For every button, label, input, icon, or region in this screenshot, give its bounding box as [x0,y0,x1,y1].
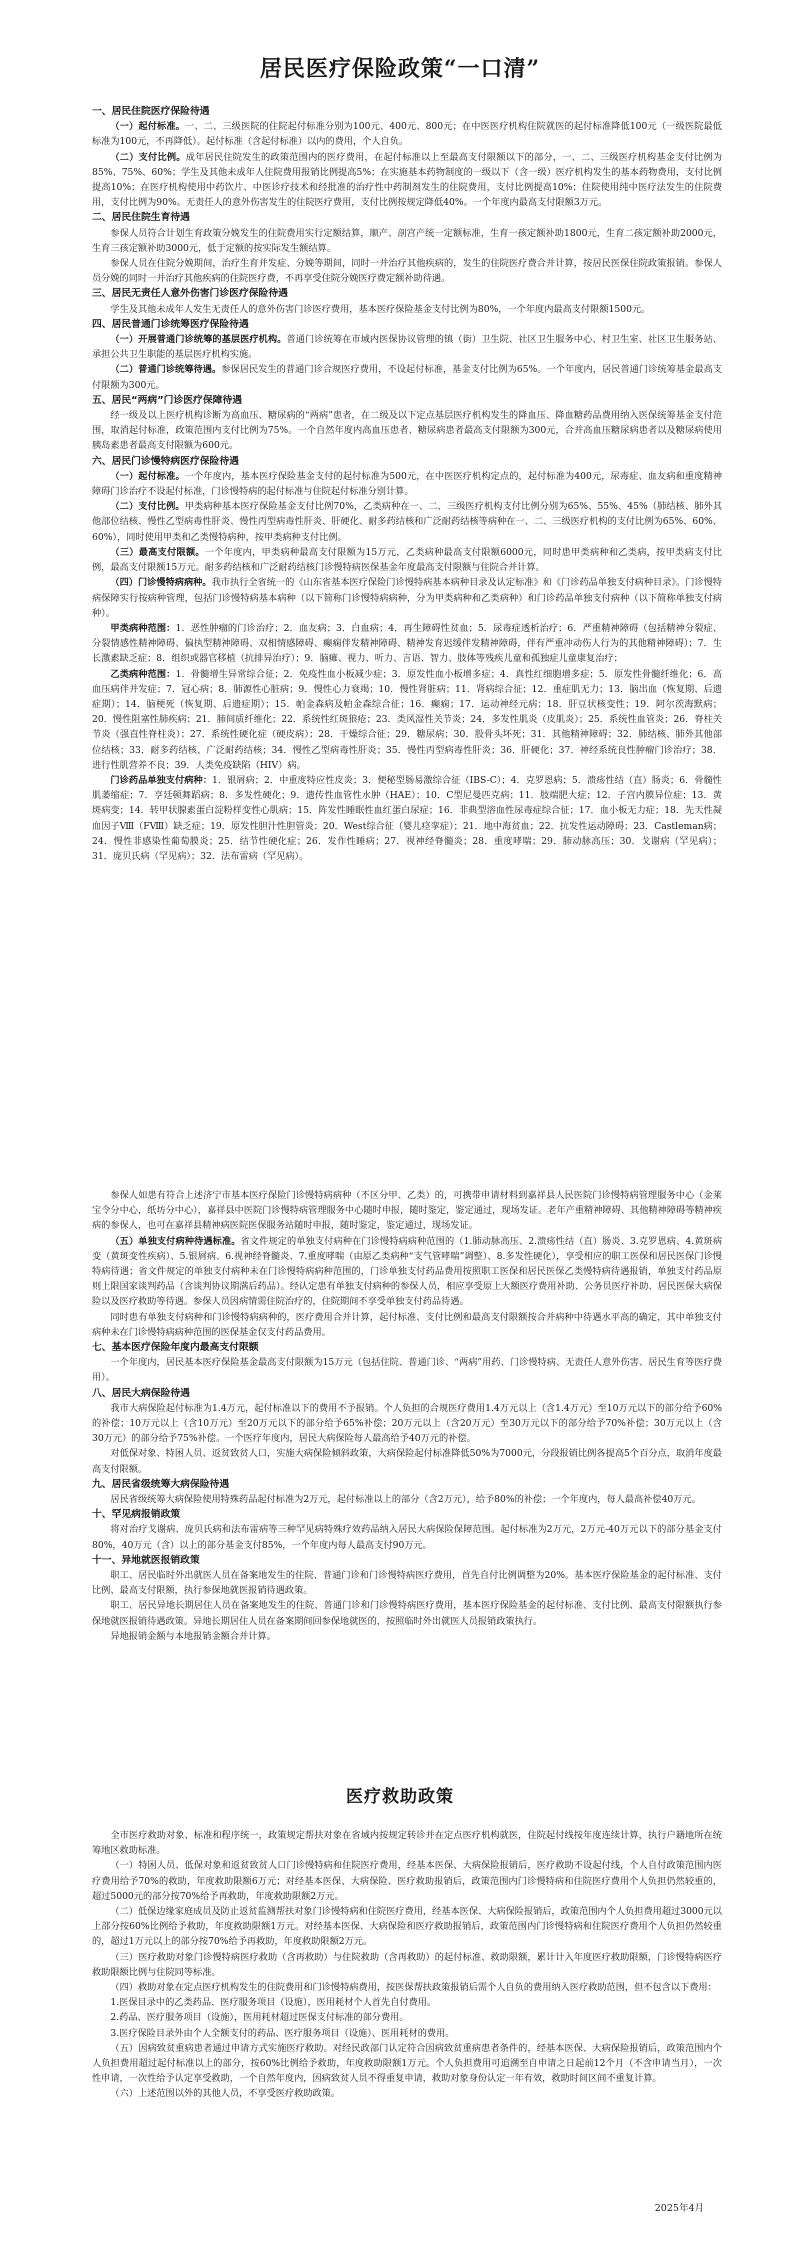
paragraph [92,1980,722,1995]
paragraph [92,545,722,575]
section-heading: 二、居民住院生育待遇 [92,212,190,224]
paragraph-text: 省文件规定的单独支付病种在门诊慢特病病种范围的（1.肺动脉高压、2.溃疡性结（直）肠炎、3.克罗恩病、4.黄斑病变（黄斑变性疾病）、5.银屑病、6.视神经脊髓炎、7.重度哮喘（由原乙类病种“支气管哮喘”调整）、8.多发性硬化），享受相应的职工医保和居民医保门诊慢特病待遇；省文件规定的单独支付病种未在门诊慢特病病种范围的，门诊单独支付药品费用按照职工医保和居民医保乙类慢特病待遇报销，单独支付药品原则上限国家谈判药品（含谈判协议期满后药品）。经认定患有单独支付病种的参保人员，相应享受原上大额医疗费用补助、公务员医疗补助、居民医保大病保险以及医疗救助等待遇。参保人员因病情需住院治疗的，住院期间不享受单独支付药品待遇。 [92,1235,723,1308]
paragraph-label: 甲类病种范围： [110,622,176,634]
section-heading: 八、居民大病保险待遇 [92,1387,190,1399]
medical-assistance-section [92,1828,722,2102]
paragraph-text: 学生及其他未成年人发生无责任人的意外伤害门诊医疗费用，基本医疗保险基金支付比例为80%，一个年度内最高支付限额1500元。 [110,303,651,315]
paragraph [92,1446,722,1476]
paragraph-text: （四）救助对象在定点医疗机构发生的住院费用和门诊慢特病费用，按医保帮扶政策报销后需个人自负的费用纳入医疗救助范围，但不包含以下费用： [110,1982,717,1994]
paragraph [92,226,722,256]
document-title: 居民医疗保险政策“一口清” [259,56,541,82]
paragraph-text: （二）低保边缘家庭成员及防止返贫监测帮扶对象门诊慢特病和住院医疗费用，经基本医保、大病保险报销后，政策范围内个人负担费用超过3000元以上部分按60%比例给予救助，年度救助限额1万元。对经基本医保、大病保险和医疗救助报销后，政策范围内门诊慢特病和住院医疗费用个人负担仍然较重的，超过1万元以上的部分按70%给予再救助，年度救助限额2万元。 [92,1906,722,1948]
paragraph-text: 1．银屑病；2．中重度特应性皮炎；3．便秘型肠易激综合征（IBS-C）；4．克罗恩病；5．溃疡性结（直）肠炎；6．骨髓性肌萎缩症；7．亨廷顿舞蹈病；8．多发性硬化；9．遗传性血管性水肿（HAE）；10．C型尼曼匹克病；11．肢端肥大症；12．子宫内膜异位症；13．黄斑病变；14．转甲状腺素蛋白淀粉样变性心肌病；15．阵发性睡眠性血红蛋白尿症；16．非典型溶血性尿毒症综合征；17．血小板无力症；18．先天性凝血因子Ⅷ（FⅧ）缺乏症；19．原发性胆汁性胆管炎；20．West综合征（婴儿痉挛症）；21．地中海贫血；22．抗发性运动障碍；23．Castleman病；24．慢性非感染性葡萄膜炎；25．结节性硬化症；26．发作性睡病；27．视神经脊髓炎；28．重度哮喘；29．肺动脉高压；30．戈谢病（罕见病）；31．庞贝氏病（罕见病）；32．法布雷病（罕见病）。 [92,774,722,862]
paragraph-text: （六）上述范围以外的其他人员，不享受医疗救助政策。 [110,2088,341,2100]
paragraph-text: 1．骨髓增生异常综合征；2．免疫性血小板减少症；3．原发性血小板增多症；4．真性红细胞增多症；5．原发性骨髓纤维化；6．高血压病伴并发症；7．冠心病；8．肺源性心脏病；9．慢性心力衰竭；10．慢性肾脏病；11．肾病综合征；12．重症肌无力；13．脑出血（恢复期、后遗症期）；14．脑梗死（恢复期、后遗症期）；15．帕金森病及帕金森综合征；16．癫痫；17．运动神经元病；18．肝豆状核变性；19．阿尔茨海默病；20．慢性阻塞性肺疾病；21．肺间质纤维化；22．系统性红斑狼疮；23．类风湿性关节炎；24．多发性肌炎（皮肌炎）；25．系统性血管炎；26．脊柱关节炎（强直性脊柱炎）；27．系统性硬化症（硬皮病）；28．干燥综合征；29．糖尿病；30．股骨头坏死；31．其他精神障碍；32．肺结核、肺外其他部位结核；33．耐多药结核、广泛耐药结核；34．慢性乙型病毒性肝炎；35．慢性丙型病毒性肝炎；36．肝硬化；37．神经系统良性肿瘤门诊治疗；38．进行性肌营养不良；39．人类免疫缺陷（HIV）病。 [92,668,722,771]
paragraph [92,1401,722,1447]
paragraph-text: （一）特困人员、低保对象和返贫致贫人口门诊慢特病和住院医疗费用，经基本医保、大病保险报销后，医疗救助不设起付线，个人自付政策范围内医疗费用给予70%的救助，年度救助限额6万元；对经基本医保、大病保险、医疗救助报销后，政策范围内门诊慢特病和住院医疗费用个人负担仍然较重的，超过5000元的部分按70%给予再救助，年度救助限额2万元。 [92,1860,722,1902]
section-heading: 九、居民省级统筹大病保险待遇 [92,1478,230,1490]
paragraph-label: （四）门诊慢特病病种。 [110,577,212,589]
insurance-policy-continued [92,1188,722,1644]
paragraph-text: 同时患有单独支付病种和门诊慢特病病种的，医疗费用合并计算，起付标准、支付比例和最高支付限额按合并病种中待遇水平高的确定，其中单独支付病种未在门诊慢特病病种范围的医保基金仅支付药品费用。 [92,1311,722,1338]
paragraph-text: 一个年度内，基本医疗保险基金支付的起付标准为500元，在中医医疗机构定点的，起付标准为400元，尿毒症、血友病和重度精神障碍门诊治疗不设起付标准，门诊慢特病的起付标准与住院起付标准分别计算。 [92,470,723,498]
section-heading: 三、居民无责任人意外伤害门诊医疗保险待遇 [92,288,288,300]
paragraph [92,1522,722,1552]
section-heading: 七、基本医疗保险年度内最高支付限额 [92,1342,259,1354]
paragraph [92,302,722,317]
paragraph [92,621,722,667]
paragraph-label: （一）起付标准。 [110,121,186,133]
section-heading: 四、居民普通门诊统筹医疗保险待遇 [92,318,249,330]
paragraph-text: 对低保对象、特困人员、返贫致贫人口，实施大病保险倾斜政策，大病保险起付标准降低50%为7000元，分段报销比例各提高5个百分点，取消年度最高支付限额。 [92,1448,722,1475]
paragraph [92,2026,722,2041]
paragraph [92,1858,722,1904]
paragraph [92,362,722,392]
paragraph-label: （一）开展普通门诊统筹的基层医疗机构。 [110,334,287,346]
section-heading: 一、居民住院医疗保险待遇 [92,106,210,117]
paragraph [92,667,722,773]
paragraph [92,1188,722,1234]
paragraph [92,1950,722,1980]
document-date: 2025年4月 [654,2203,704,2214]
paragraph-label: （三）最高支付限额。 [110,546,205,558]
paragraph-text: 参保人员符合计划生育政策分娩发生的住院费用实行定额结算，顺产、剖宫产统一定额标准，生育一孩定额补助1800元，生育二孩定额补助2000元，生育三孩定额补助3000元，低于定额的按实际发生额结算。 [92,227,722,254]
paragraph-text: 我市大病保险起付标准为1.4万元，起付标准以下的费用不予报销。个人负担的合规医疗费用1.4万元以上（含1.4万元）至10万元以下的部分给予60%的补偿；10万元以上（含10万元）至20万元以下的部分给予65%补偿；20万元以上（含20万元）至30万元以下的部分给予70%补偿；30万元以上（含30万元）的部分给予75%补偿。一个医疗年度内，居民大病保险每人最高给予40万元的补偿。 [92,1402,722,1445]
paragraph-text: 2.药品、医疗服务项目（设施），医用耗材超过医保支付标准的部分费用。 [110,2012,409,2024]
paragraph [92,773,722,864]
paragraph-text: 参保人员在住院分娩期间，治疗生育并发症、分娩等期间，同时一并治疗其他疾病的，发生的住院医疗费合并计算，按居民医保住院政策报销。参保人员分娩的同时一并治疗其他疾病的住院医疗费，不再享受住院分娩医疗费定额补助待遇。 [92,258,722,285]
paragraph [92,408,722,454]
section-heading: 十、罕见病报销政策 [92,1509,181,1521]
paragraph-label: （二）支付比例。 [110,151,186,163]
paragraph [92,1234,722,1310]
paragraph-label: 门诊药品单独支付病种： [110,774,212,786]
paragraph-text: 全市医疗救助对象、标准和程序统一，政策规定帮扶对象在省域内按规定转诊并在定点医疗机构就医，住院起付线按年度连续计算，执行户籍地所在统筹地区救助标准。 [92,1830,722,1857]
paragraph [92,1310,722,1340]
paragraph-text: 职工、居民临时外出就医人员在备案地发生的住院、普通门诊和门诊慢特病医疗费用，首先自付比例调整为20%。基本医疗保险基金的起付标准、支付比例、最高支付限额，执行参保地就医报销待遇政策。 [92,1570,722,1597]
paragraph [92,1598,722,1628]
paragraph-label: （五）单独支付病种待遇标准。 [110,1235,241,1247]
paragraph [92,499,722,545]
paragraph [92,575,722,621]
paragraph-text: 甲类病种基本医疗保险基金支付比例70%，乙类病种在一、二、三级医疗机构支付比例分别为65%、55%、45%（肺结核、肺外其他部位结核、慢性乙型病毒性肝炎、慢性丙型病毒性肝炎、肝硬化、耐多药结核和广泛耐药结核等病种在一、二、三级医疗机构的支付比例为65%、60%、60%），同时使用甲类和乙类慢特病种，按甲类病种支付比例。 [92,501,723,543]
paragraph-text: 职工、居民异地长期居住人员在备案地发生的住院、普通门诊和门诊慢特病医疗费用，基本医疗保险基金的起付标准、支付比例、最高支付限额执行参保地就医报销待遇政策。异地长期居住人员在备案期间回参保地就医的，按照临时外出就医人员报销政策执行。 [92,1600,722,1627]
paragraph [92,2086,722,2101]
paragraph-label: 乙类病种范围： [110,668,176,680]
paragraph-text: 普通门诊统筹在市域内医保协议管理的镇（街）卫生院、社区卫生服务中心、村卫生室、社区卫生服务站、承担公共卫生职能的基层医疗机构实施。 [92,334,722,361]
paragraph [92,1904,722,1950]
paragraph [92,2041,722,2087]
paragraph-label: （二）支付比例。 [110,501,185,513]
paragraph-text: 我市执行全省统一的《山东省基本医疗保险门诊慢特病基本病种目录及认定标准》和《门诊药品单独支付病种目录》。门诊慢特病保障实行按病种管理，包括门诊慢特病基本病种（以下简称门诊慢特病病种，分为甲类病种和乙类病种）和门诊药品单独支付病种（以下简称单独支付病种）。 [92,577,722,619]
paragraph-text: 一个年度内，甲类病种最高支付限额为15万元，乙类病种最高支付限额6000元，同时患甲类病种和乙类病，按甲类病支付比例，最高支付限额15万元。耐多药结核和广泛耐药结核门诊慢特病医保基金年度最高支付限额与住院合并计算。 [92,546,723,574]
paragraph-text: 一个年度内，居民基本医疗保险基金最高支付限额为15万元（包括住院、普通门诊、“两病”用药、门诊慢特病、无责任人意外伤害、居民生育等医疗费用）。 [92,1357,722,1384]
section-heading: 六、居民门诊慢特病医疗保险待遇 [92,455,239,467]
paragraph-text: 成年居民住院发生的政策范围内的医疗费用，在起付标准以上至最高支付限额以下的部分，一、二、三级医疗机构基金支付比例为85%、75%、60%；学生及其他未成年人住院费用报销比例提高5%；在实施基本药物制度的一级以下（含一级）医疗机构发生的基本药物费用，支付比例提高10%；在医疗机构使用中药饮片、中医诊疗技术和经批准的治疗性中药制剂发生的住院费用，支付比例提高10%；住院使用纯中医疗法发生的住院费用，支付比例为90%。无责任人的意外伤害发生的住院医疗费用，支付比例按规定降低40%。一个年度内最高支付限额3万元。 [92,151,723,209]
insurance-policy-section [92,104,722,864]
paragraph-text: （三）医疗救助对象门诊慢特病医疗救助（含再救助）与住院救助（含再救助）的起付标准、救助限额，累计计入年度医疗救助限额，门诊慢特病医疗救助限额比例与住院同等标准。 [92,1951,722,1978]
paragraph [92,1568,722,1598]
paragraph [92,256,722,286]
paragraph-text: 经一级及以上医疗机构诊断为高血压、糖尿病的“两病”患者，在二级及以下定点基层医疗机构发生的降血压、降血糖药品费用纳入医保统筹基金支付范围，取消起付标准，政策范围内支付比例为75%。一个自然年度内高血压患者、糖尿病患者最高支付限额为300元，合并高血压糖尿病患者以及糖尿病使用胰岛素患者最高支付限额为600元。 [92,410,722,452]
paragraph [92,150,722,211]
paragraph-text: 参保人如患有符合上述济宁市基本医疗保险门诊慢特病病种（不区分甲、乙类）的，可携带申请材料到嘉祥县人民医院门诊慢特病管理服务中心（金莱宝令分中心，纸坊分中心），嘉祥县中医院门诊慢特病管理服务中心随时申报，随时鉴定，鉴定通过，现场发证。老年产重精神障碍、其他精神障碍等精神疾病的参保人，也可在嘉祥县精神病医院医保服务站随时申报，随时鉴定，鉴定通过，现场发证。 [92,1190,722,1232]
paragraph-text: 异地报销金额与本地报销金额合并计算。 [110,1630,276,1642]
paragraph [92,1629,722,1644]
paragraph [92,119,722,149]
paragraph-text: 参保居民发生的普通门诊合规医疗费用，不设起付标准，基金支付比例为65%。一个年度内，居民普通门诊统筹基金最高支付限额为300元。 [92,364,723,391]
section-title-medical-assistance: 医疗救助政策 [346,1787,454,1807]
paragraph [92,1995,722,2010]
section-heading: 十一、异地就医报销政策 [92,1554,200,1566]
paragraph [92,1355,722,1385]
paragraph-text: 1．恶性肿瘤的门诊治疗；2．血友病；3．白血病；4．再生障碍性贫血；5．尿毒症透析治疗；6．严重精神障碍（包括精神分裂症、分裂情感性精神障碍、偏执型精神障碍、双相情感障碍、癫痫伴发精神障碍、精神发育迟缓伴发精神障碍，伴有严重冲动伤人行为的其他精神障碍）；7．生长激素缺乏症；8．组织或器官移植（抗排异治疗）；9．脑瘫、视力、听力、言语、智力、肢体等残疾儿童和孤独症儿童康复治疗； [92,622,722,665]
paragraph [92,1492,722,1507]
paragraph-text: 1.医保目录中的乙类药品、医疗服务项目（设施），医用耗材个人首先自付费用。 [110,1997,437,2009]
paragraph-text: 3.医疗保险目录外由个人全额支付的药品、医疗服务项目（设施）、医用耗材的费用。 [110,2027,455,2039]
paragraph-text: 将对治疗戈谢病、庞贝氏病和法布雷病等三种罕见病特殊疗效药品纳入居民大病保险保障范围。起付标准为2万元，2万元-40万元以下的部分基金支付80%，40万元（含）以上的部分基金支付85%，一个年度内每人最高支付90万元。 [92,1524,722,1551]
paragraph-text: 居民省级统筹大病保险使用特殊药品起付标准为2万元，起付标准以上的部分（含2万元），给予80%的补偿；一个年度内，每人最高补偿40万元。 [110,1494,701,1506]
paragraph [92,1828,722,1858]
paragraph-text: 一、二、三级医院的住院起付标准分别为100元、400元、800元；在中医医疗机构住院就医的起付标准降低100元（一级医院最低标准为100元，不再降低）。起付标准（含起付标准）以内的费用，个人自负。 [92,121,722,148]
paragraph-label: （一）起付标准。 [110,470,185,482]
paragraph [92,2010,722,2025]
paragraph-text: （五）因病致贫重病患者通过申请方式实施医疗救助。对经民政部门认定符合因病致贫重病患者条件的，经基本医保、大病保险报销后，政策范围内个人负担费用超过起付标准以上的部分，按60%比例给予救助，年度救助限额1万元。个人负担费用可追溯至自申请之日起前12个月（不含申请当月），一次性申请，一次性给予认定享受救助，一个自然年度内，因病致贫人员不得重复申请，救助对象身份认定一年有效，救助时间区间不重复计算。 [92,2042,722,2085]
section-heading: 五、居民“两病”门诊医疗保障待遇 [92,394,243,406]
paragraph-label: （二）普通门诊统筹待遇。 [110,364,222,376]
paragraph [92,469,722,499]
paragraph [92,332,722,362]
